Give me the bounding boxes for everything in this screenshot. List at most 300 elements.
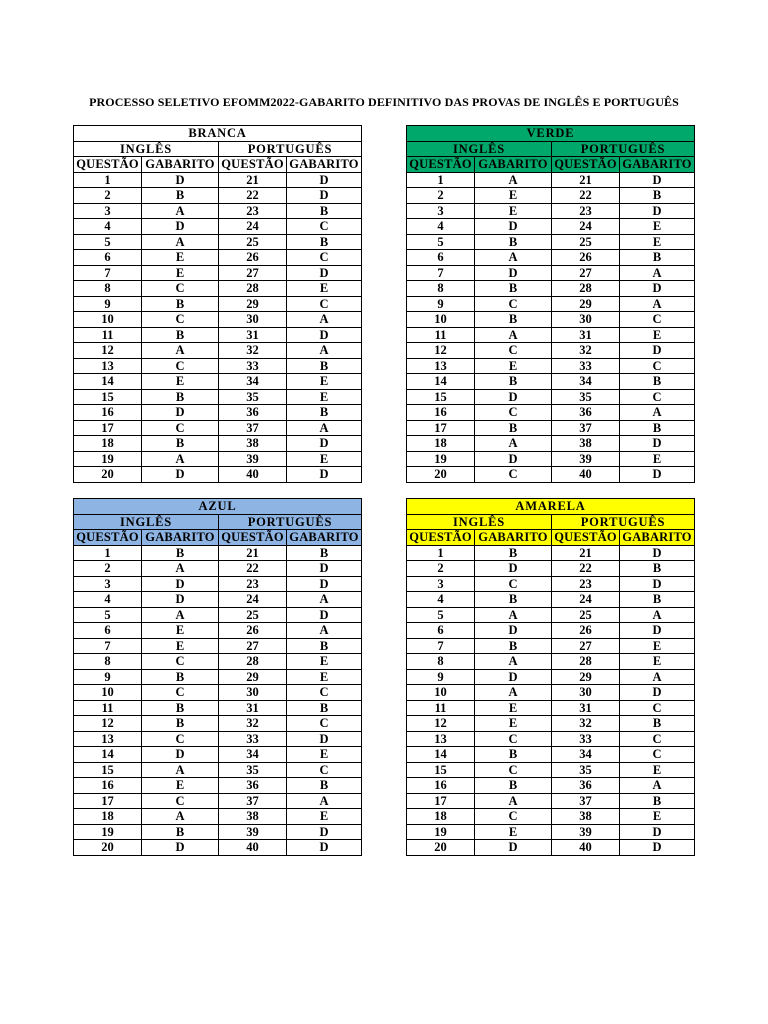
gabarito-ingles: B bbox=[142, 188, 219, 204]
gabarito-portugues: D bbox=[620, 545, 695, 561]
questao-ingles: 16 bbox=[407, 778, 475, 794]
subject-ingles: INGLÊS bbox=[407, 514, 552, 530]
questao-portugues: 36 bbox=[552, 405, 620, 421]
gabarito-portugues: E bbox=[620, 327, 695, 343]
questao-portugues: 21 bbox=[219, 545, 287, 561]
questao-portugues: 31 bbox=[552, 327, 620, 343]
subject-ingles: INGLÊS bbox=[74, 514, 219, 530]
questao-portugues: 28 bbox=[219, 281, 287, 297]
gabarito-portugues: B bbox=[620, 561, 695, 577]
gabarito-ingles: D bbox=[142, 747, 219, 763]
gabarito-portugues: E bbox=[620, 762, 695, 778]
questao-ingles: 19 bbox=[74, 824, 142, 840]
table-row bbox=[74, 327, 362, 343]
gabarito-ingles: A bbox=[142, 343, 219, 359]
table-row bbox=[74, 545, 362, 561]
questao-ingles: 14 bbox=[74, 374, 142, 390]
column-gabarito: GABARITO bbox=[620, 157, 695, 173]
gabarito-ingles: D bbox=[142, 172, 219, 188]
gabarito-portugues: E bbox=[620, 219, 695, 235]
questao-portugues: 40 bbox=[219, 840, 287, 856]
questao-ingles: 3 bbox=[74, 576, 142, 592]
column-questao: QUESTÃO bbox=[407, 157, 475, 173]
gabarito-portugues: E bbox=[287, 654, 362, 670]
gabarito-ingles: C bbox=[142, 685, 219, 701]
gabarito-portugues: E bbox=[620, 654, 695, 670]
gabarito-portugues: B bbox=[620, 793, 695, 809]
gabarito-ingles: B bbox=[475, 638, 552, 654]
gabarito-ingles: E bbox=[475, 700, 552, 716]
questao-ingles: 3 bbox=[74, 203, 142, 219]
table-row bbox=[407, 545, 695, 561]
table-row bbox=[407, 685, 695, 701]
gabarito-ingles: B bbox=[475, 234, 552, 250]
column-questao: QUESTÃO bbox=[219, 157, 287, 173]
gabarito-ingles: E bbox=[475, 716, 552, 732]
gabarito-ingles: C bbox=[142, 420, 219, 436]
questao-ingles: 5 bbox=[74, 234, 142, 250]
table-row bbox=[407, 265, 695, 281]
gabarito-portugues: A bbox=[620, 778, 695, 794]
table-row bbox=[74, 840, 362, 856]
questao-portugues: 26 bbox=[219, 623, 287, 639]
column-header-row bbox=[74, 530, 362, 546]
table-row bbox=[74, 451, 362, 467]
gabarito-ingles: B bbox=[142, 700, 219, 716]
table-row bbox=[74, 669, 362, 685]
questao-portugues: 25 bbox=[219, 607, 287, 623]
column-header-row bbox=[407, 157, 695, 173]
questao-ingles: 6 bbox=[74, 623, 142, 639]
table-name: AMARELA bbox=[407, 499, 695, 515]
questao-ingles: 3 bbox=[407, 203, 475, 219]
table-row bbox=[407, 451, 695, 467]
questao-ingles: 8 bbox=[74, 654, 142, 670]
questao-ingles: 12 bbox=[407, 343, 475, 359]
questao-portugues: 38 bbox=[219, 809, 287, 825]
table-row bbox=[407, 638, 695, 654]
gabarito-ingles: E bbox=[475, 188, 552, 204]
gabarito-ingles: E bbox=[142, 638, 219, 654]
gabarito-portugues: E bbox=[287, 809, 362, 825]
gabarito-ingles: B bbox=[142, 389, 219, 405]
questao-ingles: 18 bbox=[74, 809, 142, 825]
questao-portugues: 24 bbox=[552, 219, 620, 235]
table-name: AZUL bbox=[74, 499, 362, 515]
column-questao: QUESTÃO bbox=[552, 157, 620, 173]
gabarito-ingles: D bbox=[475, 219, 552, 235]
gabarito-ingles: B bbox=[142, 716, 219, 732]
questao-portugues: 31 bbox=[552, 700, 620, 716]
questao-portugues: 34 bbox=[219, 374, 287, 390]
table-row bbox=[74, 778, 362, 794]
gabarito-portugues: B bbox=[287, 203, 362, 219]
questao-portugues: 27 bbox=[219, 265, 287, 281]
gabarito-portugues: D bbox=[620, 840, 695, 856]
table-row bbox=[74, 654, 362, 670]
table-row bbox=[407, 343, 695, 359]
column-gabarito: GABARITO bbox=[287, 157, 362, 173]
questao-portugues: 35 bbox=[552, 762, 620, 778]
table-row bbox=[407, 716, 695, 732]
questao-ingles: 20 bbox=[407, 840, 475, 856]
gabarito-ingles: D bbox=[142, 840, 219, 856]
table-row bbox=[407, 219, 695, 235]
column-gabarito: GABARITO bbox=[475, 530, 552, 546]
table-row bbox=[74, 389, 362, 405]
table-name: BRANCA bbox=[74, 126, 362, 142]
table-row bbox=[407, 793, 695, 809]
questao-ingles: 4 bbox=[74, 592, 142, 608]
questao-ingles: 7 bbox=[74, 265, 142, 281]
gabarito-portugues: E bbox=[620, 234, 695, 250]
table-row bbox=[407, 281, 695, 297]
gabarito-ingles: A bbox=[142, 203, 219, 219]
gabarito-portugues: E bbox=[287, 747, 362, 763]
gabarito-portugues: B bbox=[287, 778, 362, 794]
gabarito-portugues: B bbox=[287, 545, 362, 561]
gabarito-ingles: D bbox=[475, 451, 552, 467]
questao-ingles: 15 bbox=[407, 389, 475, 405]
gabarito-ingles: A bbox=[475, 327, 552, 343]
questao-ingles: 12 bbox=[74, 343, 142, 359]
table-row bbox=[407, 576, 695, 592]
questao-portugues: 26 bbox=[219, 250, 287, 266]
questao-ingles: 15 bbox=[74, 389, 142, 405]
questao-ingles: 19 bbox=[407, 824, 475, 840]
gabarito-ingles: D bbox=[475, 389, 552, 405]
gabarito-ingles: B bbox=[475, 281, 552, 297]
table-row bbox=[407, 809, 695, 825]
questao-portugues: 33 bbox=[219, 731, 287, 747]
document-title: PROCESSO SELETIVO EFOMM2022-GABARITO DEFINITIVO DAS PROVAS DE INGLÊS E PORTUGUÊS bbox=[89, 95, 679, 109]
questao-portugues: 23 bbox=[552, 203, 620, 219]
gabarito-portugues: E bbox=[287, 389, 362, 405]
questao-portugues: 36 bbox=[219, 405, 287, 421]
gabarito-portugues: E bbox=[287, 281, 362, 297]
gabarito-ingles: C bbox=[142, 312, 219, 328]
gabarito-ingles: A bbox=[142, 561, 219, 577]
column-header-row bbox=[74, 157, 362, 173]
gabarito-ingles: B bbox=[475, 420, 552, 436]
gabarito-ingles: B bbox=[475, 374, 552, 390]
questao-ingles: 5 bbox=[407, 607, 475, 623]
gabarito-ingles: D bbox=[475, 265, 552, 281]
table-row bbox=[407, 824, 695, 840]
table-row bbox=[407, 250, 695, 266]
table-row bbox=[407, 747, 695, 763]
gabarito-ingles: C bbox=[142, 358, 219, 374]
table-row bbox=[74, 638, 362, 654]
questao-portugues: 38 bbox=[552, 436, 620, 452]
questao-ingles: 8 bbox=[407, 654, 475, 670]
questao-portugues: 23 bbox=[219, 576, 287, 592]
questao-portugues: 30 bbox=[552, 685, 620, 701]
subject-ingles: INGLÊS bbox=[407, 141, 552, 157]
questao-portugues: 30 bbox=[552, 312, 620, 328]
gabarito-portugues: D bbox=[287, 327, 362, 343]
questao-ingles: 18 bbox=[407, 436, 475, 452]
gabarito-portugues: A bbox=[620, 607, 695, 623]
gabarito-portugues: D bbox=[287, 188, 362, 204]
table-row bbox=[74, 343, 362, 359]
questao-portugues: 25 bbox=[552, 234, 620, 250]
subject-header-row bbox=[407, 141, 695, 157]
column-questao: QUESTÃO bbox=[407, 530, 475, 546]
gabarito-portugues: D bbox=[287, 265, 362, 281]
subject-portugues: PORTUGUÊS bbox=[219, 141, 362, 157]
gabarito-ingles: A bbox=[475, 607, 552, 623]
column-questao: QUESTÃO bbox=[219, 530, 287, 546]
questao-portugues: 30 bbox=[219, 685, 287, 701]
questao-portugues: 32 bbox=[219, 343, 287, 359]
questao-ingles: 4 bbox=[407, 219, 475, 235]
gabarito-ingles: B bbox=[142, 669, 219, 685]
questao-ingles: 11 bbox=[407, 700, 475, 716]
questao-ingles: 13 bbox=[407, 358, 475, 374]
gabarito-portugues: D bbox=[620, 685, 695, 701]
answer-table-verde bbox=[406, 125, 695, 483]
gabarito-ingles: B bbox=[142, 824, 219, 840]
gabarito-ingles: A bbox=[475, 685, 552, 701]
gabarito-portugues: B bbox=[287, 405, 362, 421]
gabarito-ingles: D bbox=[475, 561, 552, 577]
table-row bbox=[74, 358, 362, 374]
gabarito-ingles: C bbox=[475, 762, 552, 778]
gabarito-ingles: E bbox=[142, 374, 219, 390]
questao-ingles: 16 bbox=[74, 405, 142, 421]
gabarito-portugues: D bbox=[620, 281, 695, 297]
gabarito-portugues: D bbox=[287, 561, 362, 577]
gabarito-ingles: E bbox=[142, 778, 219, 794]
questao-ingles: 14 bbox=[74, 747, 142, 763]
questao-ingles: 2 bbox=[407, 188, 475, 204]
table-row bbox=[74, 374, 362, 390]
gabarito-portugues: D bbox=[620, 824, 695, 840]
table-row bbox=[74, 281, 362, 297]
gabarito-portugues: C bbox=[287, 219, 362, 235]
questao-ingles: 6 bbox=[74, 250, 142, 266]
questao-portugues: 30 bbox=[219, 312, 287, 328]
gabarito-portugues: B bbox=[620, 716, 695, 732]
column-gabarito: GABARITO bbox=[475, 157, 552, 173]
gabarito-portugues: D bbox=[287, 436, 362, 452]
gabarito-portugues: B bbox=[620, 188, 695, 204]
questao-portugues: 26 bbox=[552, 250, 620, 266]
questao-portugues: 26 bbox=[552, 623, 620, 639]
table-row bbox=[74, 809, 362, 825]
questao-portugues: 24 bbox=[219, 592, 287, 608]
table-header-row bbox=[407, 126, 695, 142]
table-name: VERDE bbox=[407, 126, 695, 142]
gabarito-portugues: D bbox=[620, 576, 695, 592]
gabarito-ingles: C bbox=[475, 343, 552, 359]
table-row bbox=[407, 405, 695, 421]
gabarito-portugues: A bbox=[287, 623, 362, 639]
questao-portugues: 29 bbox=[552, 296, 620, 312]
questao-ingles: 20 bbox=[407, 467, 475, 483]
questao-portugues: 35 bbox=[552, 389, 620, 405]
gabarito-portugues: C bbox=[287, 296, 362, 312]
questao-portugues: 37 bbox=[219, 793, 287, 809]
gabarito-ingles: B bbox=[475, 545, 552, 561]
questao-portugues: 35 bbox=[219, 762, 287, 778]
gabarito-ingles: A bbox=[142, 607, 219, 623]
gabarito-ingles: C bbox=[475, 731, 552, 747]
table-row bbox=[74, 312, 362, 328]
gabarito-ingles: E bbox=[142, 265, 219, 281]
table-row bbox=[74, 296, 362, 312]
questao-portugues: 29 bbox=[219, 296, 287, 312]
table-row bbox=[407, 374, 695, 390]
questao-portugues: 28 bbox=[552, 654, 620, 670]
gabarito-portugues: C bbox=[620, 358, 695, 374]
questao-portugues: 21 bbox=[219, 172, 287, 188]
table-row bbox=[74, 623, 362, 639]
gabarito-ingles: A bbox=[475, 793, 552, 809]
table-row bbox=[74, 592, 362, 608]
questao-portugues: 24 bbox=[552, 592, 620, 608]
subject-ingles: INGLÊS bbox=[74, 141, 219, 157]
subject-portugues: PORTUGUÊS bbox=[552, 514, 695, 530]
gabarito-portugues: C bbox=[287, 685, 362, 701]
gabarito-ingles: E bbox=[142, 623, 219, 639]
gabarito-portugues: E bbox=[620, 809, 695, 825]
questao-ingles: 6 bbox=[407, 250, 475, 266]
gabarito-portugues: D bbox=[620, 436, 695, 452]
table-row bbox=[74, 420, 362, 436]
questao-portugues: 39 bbox=[219, 451, 287, 467]
column-gabarito: GABARITO bbox=[287, 530, 362, 546]
gabarito-ingles: C bbox=[475, 405, 552, 421]
questao-ingles: 4 bbox=[74, 219, 142, 235]
questao-ingles: 17 bbox=[74, 420, 142, 436]
questao-ingles: 9 bbox=[407, 296, 475, 312]
questao-portugues: 40 bbox=[219, 467, 287, 483]
gabarito-portugues: A bbox=[620, 265, 695, 281]
table-row bbox=[407, 778, 695, 794]
questao-portugues: 23 bbox=[552, 576, 620, 592]
questao-ingles: 16 bbox=[74, 778, 142, 794]
gabarito-portugues: B bbox=[620, 592, 695, 608]
questao-portugues: 27 bbox=[552, 265, 620, 281]
questao-ingles: 10 bbox=[74, 685, 142, 701]
table-row bbox=[407, 389, 695, 405]
answer-table-amarela bbox=[406, 498, 695, 856]
table-row bbox=[407, 188, 695, 204]
gabarito-portugues: D bbox=[620, 172, 695, 188]
questao-portugues: 37 bbox=[219, 420, 287, 436]
questao-ingles: 14 bbox=[407, 747, 475, 763]
table-row bbox=[407, 172, 695, 188]
questao-ingles: 14 bbox=[407, 374, 475, 390]
questao-ingles: 7 bbox=[407, 265, 475, 281]
questao-portugues: 33 bbox=[552, 731, 620, 747]
gabarito-portugues: B bbox=[287, 234, 362, 250]
gabarito-portugues: B bbox=[620, 250, 695, 266]
gabarito-ingles: D bbox=[142, 576, 219, 592]
questao-portugues: 32 bbox=[552, 343, 620, 359]
table-header-row bbox=[407, 499, 695, 515]
questao-portugues: 39 bbox=[552, 824, 620, 840]
gabarito-portugues: E bbox=[620, 451, 695, 467]
questao-portugues: 32 bbox=[552, 716, 620, 732]
gabarito-portugues: C bbox=[620, 731, 695, 747]
table-row bbox=[74, 172, 362, 188]
gabarito-ingles: B bbox=[475, 778, 552, 794]
questao-ingles: 10 bbox=[407, 685, 475, 701]
gabarito-portugues: A bbox=[287, 312, 362, 328]
questao-portugues: 39 bbox=[219, 824, 287, 840]
questao-portugues: 33 bbox=[219, 358, 287, 374]
questao-ingles: 10 bbox=[74, 312, 142, 328]
questao-portugues: 32 bbox=[219, 716, 287, 732]
questao-ingles: 16 bbox=[407, 405, 475, 421]
questao-portugues: 36 bbox=[552, 778, 620, 794]
gabarito-portugues: A bbox=[287, 420, 362, 436]
gabarito-ingles: B bbox=[475, 592, 552, 608]
questao-portugues: 39 bbox=[552, 451, 620, 467]
questao-ingles: 9 bbox=[74, 669, 142, 685]
table-row bbox=[74, 747, 362, 763]
gabarito-ingles: A bbox=[142, 451, 219, 467]
gabarito-portugues: D bbox=[287, 824, 362, 840]
questao-ingles: 2 bbox=[407, 561, 475, 577]
gabarito-ingles: D bbox=[142, 405, 219, 421]
table-row bbox=[74, 405, 362, 421]
questao-ingles: 13 bbox=[74, 731, 142, 747]
table-row bbox=[407, 592, 695, 608]
table-row bbox=[407, 654, 695, 670]
questao-portugues: 37 bbox=[552, 793, 620, 809]
gabarito-ingles: E bbox=[142, 250, 219, 266]
gabarito-ingles: A bbox=[475, 654, 552, 670]
table-row bbox=[407, 669, 695, 685]
gabarito-portugues: B bbox=[620, 374, 695, 390]
gabarito-ingles: C bbox=[475, 296, 552, 312]
questao-portugues: 22 bbox=[552, 561, 620, 577]
gabarito-ingles: D bbox=[142, 219, 219, 235]
questao-ingles: 17 bbox=[74, 793, 142, 809]
questao-ingles: 15 bbox=[74, 762, 142, 778]
questao-portugues: 22 bbox=[219, 188, 287, 204]
gabarito-ingles: C bbox=[142, 281, 219, 297]
questao-ingles: 18 bbox=[407, 809, 475, 825]
table-row bbox=[74, 234, 362, 250]
gabarito-ingles: A bbox=[142, 809, 219, 825]
questao-portugues: 22 bbox=[552, 188, 620, 204]
gabarito-portugues: D bbox=[287, 840, 362, 856]
gabarito-portugues: A bbox=[620, 405, 695, 421]
gabarito-ingles: C bbox=[475, 809, 552, 825]
gabarito-ingles: D bbox=[475, 623, 552, 639]
table-row bbox=[74, 188, 362, 204]
table-row bbox=[407, 467, 695, 483]
table-row bbox=[74, 250, 362, 266]
gabarito-portugues: C bbox=[287, 250, 362, 266]
questao-ingles: 8 bbox=[74, 281, 142, 297]
column-gabarito: GABARITO bbox=[142, 530, 219, 546]
gabarito-ingles: B bbox=[142, 327, 219, 343]
gabarito-ingles: B bbox=[475, 312, 552, 328]
questao-ingles: 13 bbox=[407, 731, 475, 747]
questao-ingles: 6 bbox=[407, 623, 475, 639]
questao-portugues: 34 bbox=[552, 374, 620, 390]
subject-portugues: PORTUGUÊS bbox=[219, 514, 362, 530]
gabarito-ingles: B bbox=[142, 296, 219, 312]
questao-portugues: 35 bbox=[219, 389, 287, 405]
gabarito-ingles: A bbox=[475, 250, 552, 266]
